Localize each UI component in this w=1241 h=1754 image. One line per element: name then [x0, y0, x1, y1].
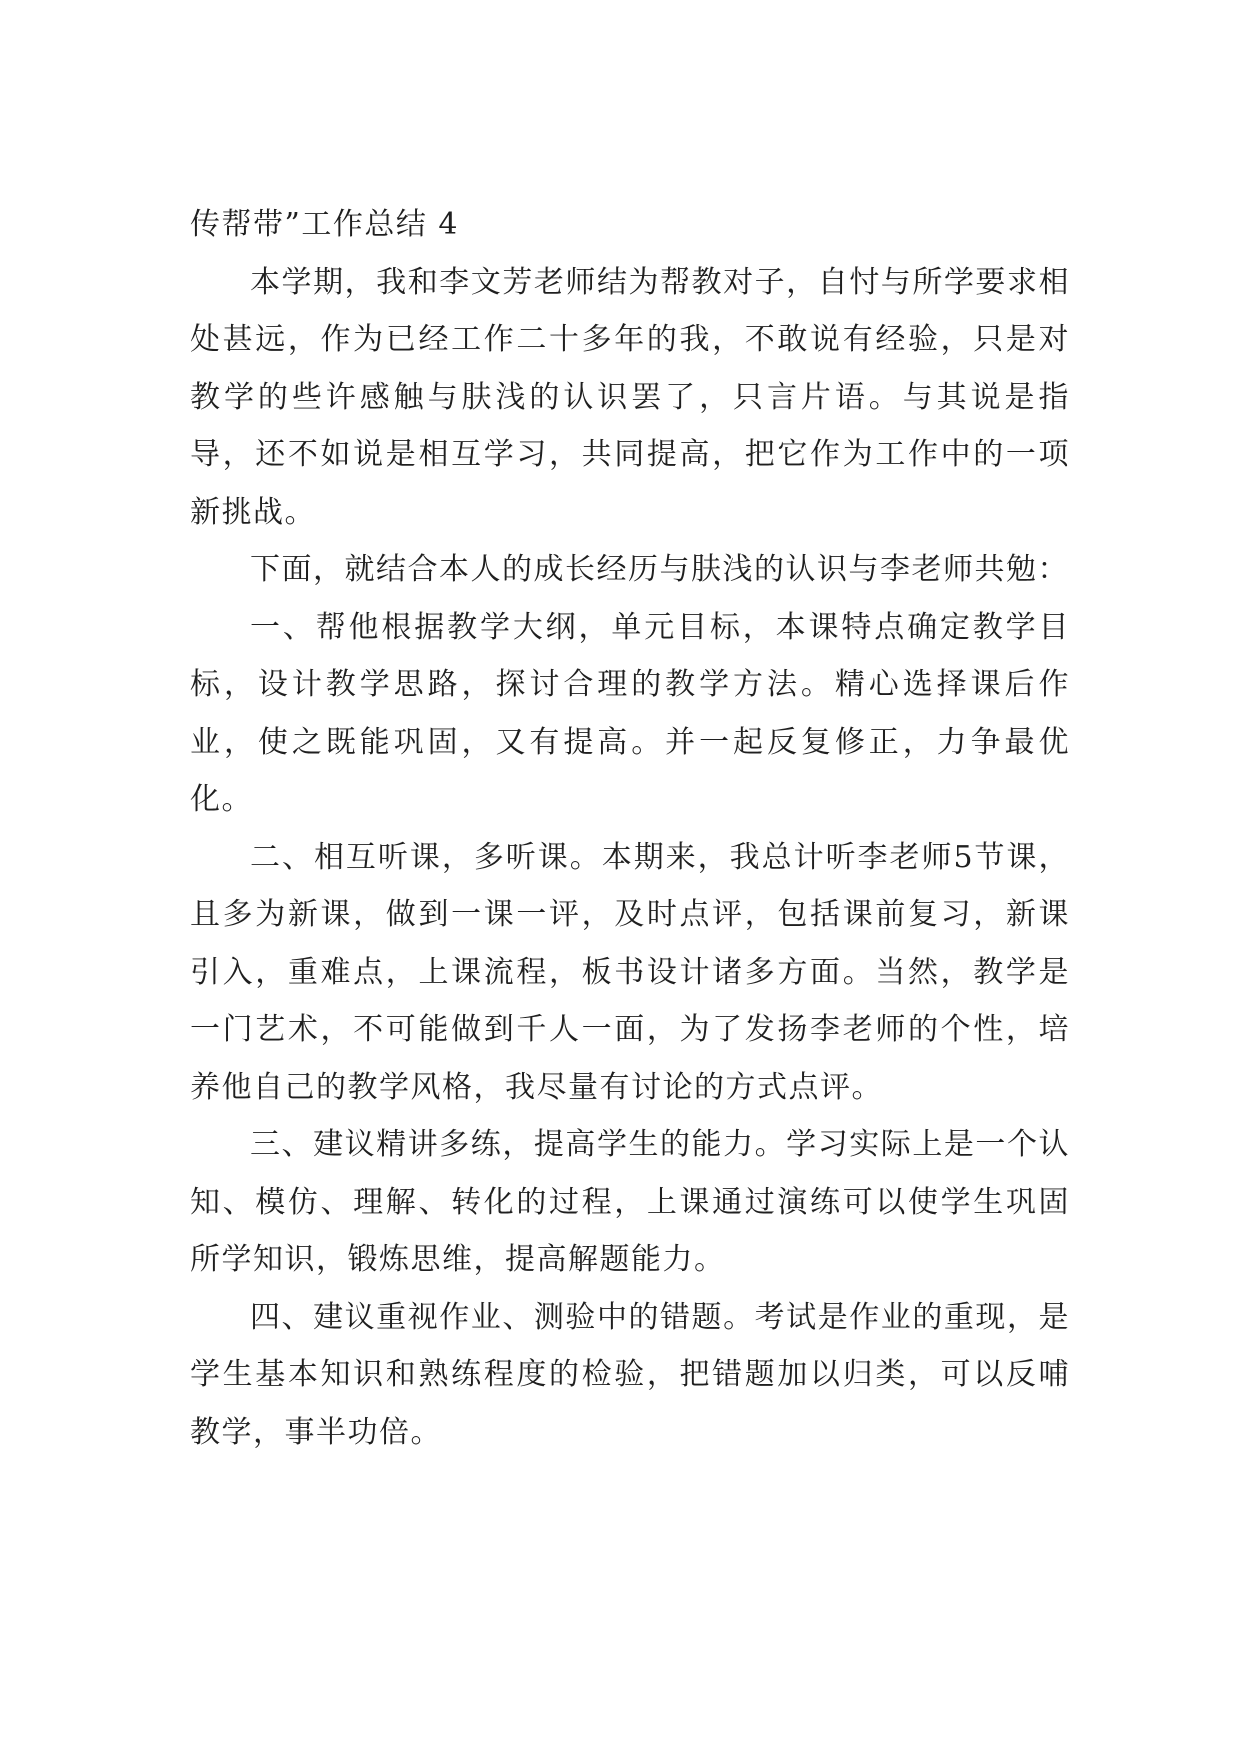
paragraph-point-3: 三、建议精讲多练，提高学生的能力。学习实际上是一个认知、模仿、理解、转化的过程，上课通过演练可以使学生巩固所学知识，锻炼思维，提高解题能力。	[190, 1127, 1070, 1277]
paragraph-intro: 本学期，我和李文芳老师结为帮教对子，自忖与所学要求相处甚远，作为已经工作二十多年的我，不敢说有经验，只是对教学的些许感触与肤浅的认识罢了，只言片语。与其说是指导，还不如说是相互学习，共同提高，把它作为工作中的一项新挑战。	[190, 264, 1070, 530]
paragraph-point-4: 四、建议重视作业、测验中的错题。考试是作业的重现，是学生基本知识和熟练程度的检验，把错题加以归类，可以反哺教学，事半功倍。	[190, 1299, 1070, 1450]
paragraph-point-2: 二、相互听课，多听课。本期来，我总计听李老师5节课，且多为新课，做到一课一评，及时点评，包括课前复习，新课引入，重难点，上课流程，板书设计诸多方面。当然，教学是一门艺术，不可能做到千人一面，为了发扬李老师的个性，培养他自己的教学风格，我尽量有讨论的方式点评。	[190, 839, 1070, 1105]
paragraph-lead-in: 下面，就结合本人的成长经历与肤浅的认识与李老师共勉：	[250, 552, 1069, 587]
document-title: 传帮带”工作总结 4	[190, 207, 459, 242]
document-body	[190, 196, 1070, 1461]
paragraph-point-1: 一、帮他根据教学大纲，单元目标，本课特点确定教学目标，设计教学思路，探讨合理的教学方法。精心选择课后作业，使之既能巩固，又有提高。并一起反复修正，力争最优化。	[190, 609, 1070, 817]
